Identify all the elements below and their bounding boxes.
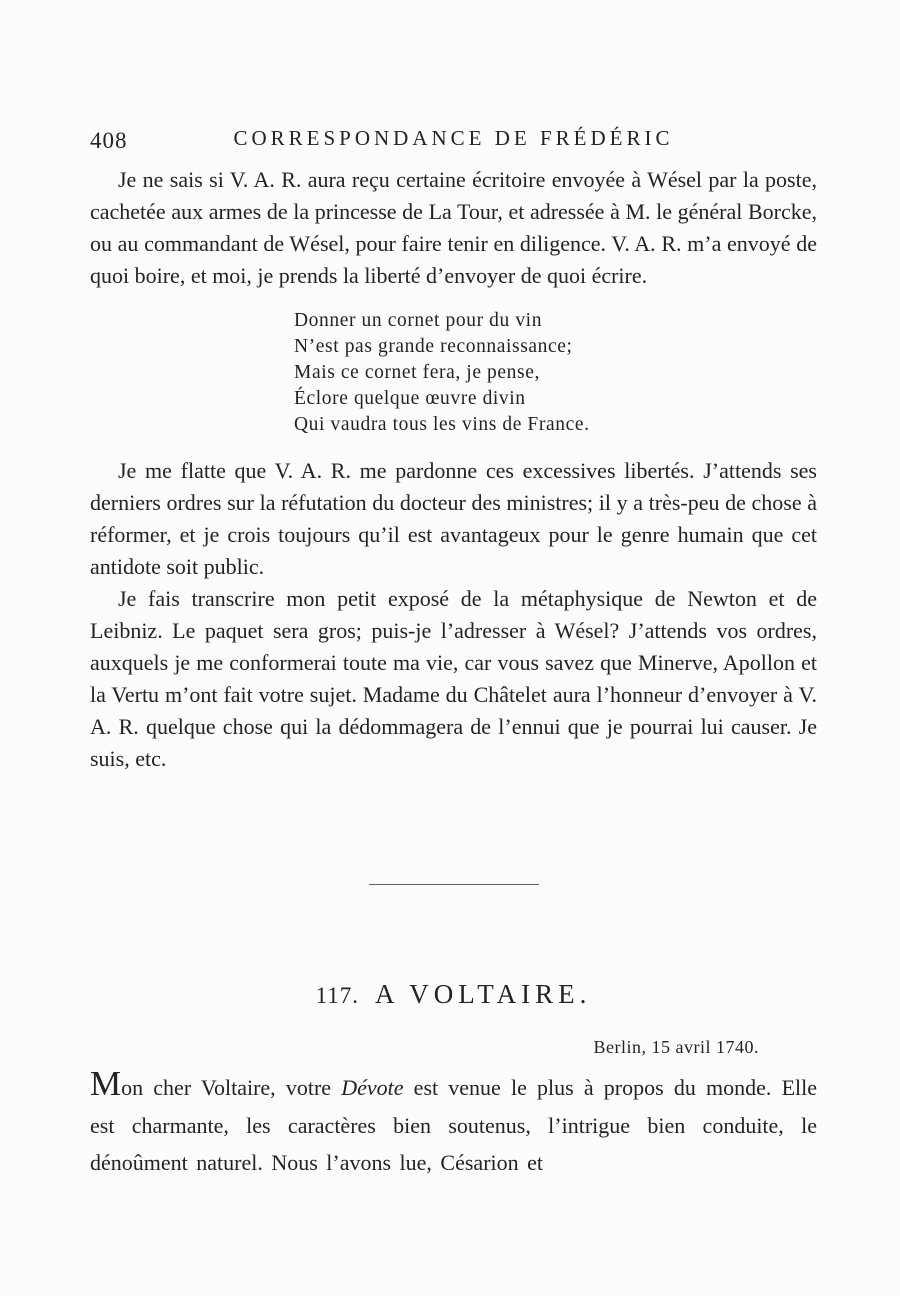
running-title: CORRESPONDANCE DE FRÉDÉRIC xyxy=(233,126,674,150)
letter-number: 117. xyxy=(315,983,360,1008)
verse-line: Qui vaudra tous les vins de France. xyxy=(294,414,590,435)
italic-work-title: Dévote xyxy=(341,1075,404,1100)
running-head xyxy=(90,126,817,158)
verse-line: Mais ce cornet fera, je pense, xyxy=(294,362,540,383)
verse-block xyxy=(294,308,817,438)
letter-116-body xyxy=(90,164,817,775)
paragraph: Je me flatte que V. A. R. me pardonne ces excessives libertés. J’attends ses derniers ordres sur la réfutation du docteur des ministres; il y a très-peu de chose à réformer, et je crois toujours qu’il est avantageux pour le genre humain que cet antidote soit public. xyxy=(90,458,817,579)
paragraph-text: est venue le plus à propos du monde. Elle est charmante, les caractères bien soutenus, l’intrigue bien conduite, le dénoûment naturel. Nous l’avons lue, Césarion et xyxy=(90,1075,818,1175)
verse-line: N’est pas grande reconnaissance; xyxy=(294,336,573,357)
paragraph-text: on cher Voltaire, votre xyxy=(121,1075,342,1100)
paragraph: Je fais transcrire mon petit exposé de la métaphysique de Newton et de Leibniz. Le paquet sera gros; puis-je l’adresser à Wésel? J’attends vos ordres, auxquels je me conformerai toute ma vie, car vous savez que Minerve, Apollon et la Vertu m’ont fait votre sujet. Madame du Châtelet aura l’honneur d’envoyer à V. A. R. quelque chose qui la dédommagera de l’ennui que je pourrai lui causer. Je suis, etc. xyxy=(90,586,817,771)
verse-line: Éclore quelque œuvre divin xyxy=(294,388,526,409)
paragraph: Je ne sais si V. A. R. aura reçu certaine écritoire envoyée à Wésel par la poste, cachetée aux armes de la princesse de La Tour, et adressée à M. le général Borcke, ou au commandant de Wésel, pour faire tenir en diligence. V. A. R. m’a envoyé de quoi boire, et moi, je prends la liberté d’envoyer de quoi écrire. xyxy=(90,167,817,288)
letter-heading xyxy=(90,979,817,1010)
verse-line: Donner un cornet pour du vin xyxy=(294,310,543,331)
enlarged-initial: M xyxy=(90,1064,122,1103)
section-divider xyxy=(369,884,539,885)
letter-117-section xyxy=(90,884,817,1182)
paragraph xyxy=(90,1064,818,1182)
letter-title: A VOLTAIRE. xyxy=(375,979,592,1009)
dateline: Berlin, 15 avril 1740. xyxy=(593,1037,759,1057)
page-number: 408 xyxy=(90,128,128,153)
